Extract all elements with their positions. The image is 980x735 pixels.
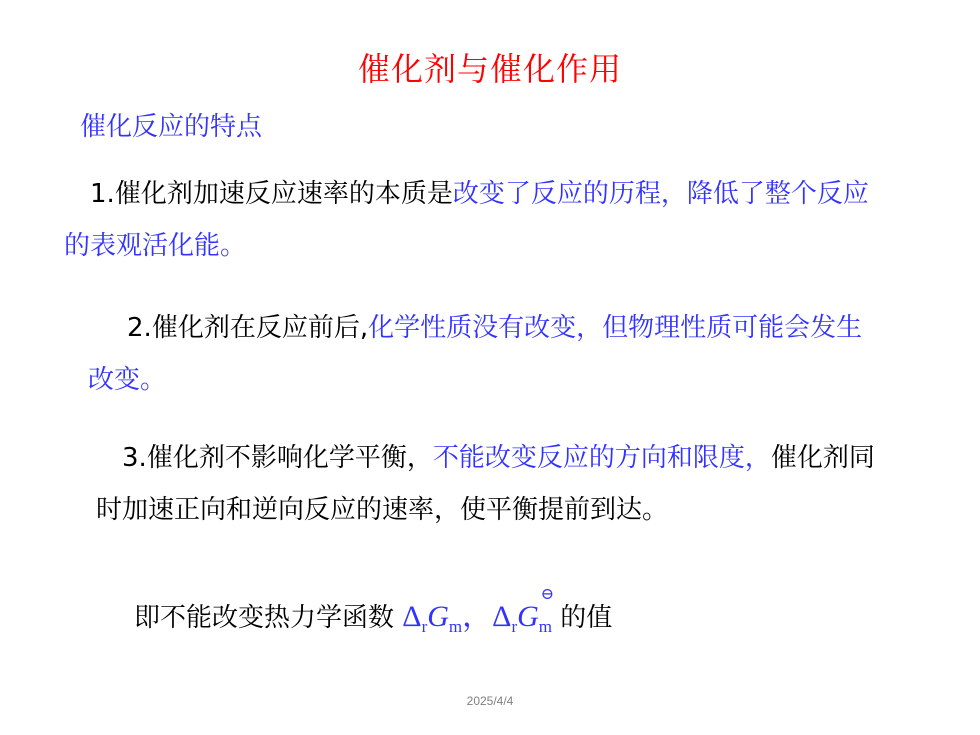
subscript-m: m [448,617,463,636]
point-3-text: 催化剂不影响化学平衡， [146,443,433,473]
section-subtitle: 催化反应的特点 [80,112,263,142]
standard-state-icon: ⊖ [540,586,555,603]
point-2 [88,302,888,406]
footer-date: 2025/4/4 [466,694,514,708]
point-3-number: 3. [122,443,147,473]
point-3-highlight: 不能改变反应的方向和限度， [432,443,771,473]
gibbs-formula [402,586,555,636]
delta-symbol-2: Δ [492,600,512,633]
point-3-text-continued: 催化剂同时加速正向和逆向反应的速率，使平衡提前到达。 [96,443,875,525]
subscript-r-2: r [511,617,518,636]
subscript-r: r [421,617,428,636]
point-2-text: 催化剂在反应前后, [151,313,369,343]
thermo-suffix: 的值 [560,603,613,633]
g-symbol-2: G [517,600,539,633]
g-symbol: G [427,600,449,633]
point-2-highlight: 化学性质没有改变，但物理性质可能会发生改变。 [88,313,863,395]
point-1 [64,168,884,272]
slide-title: 催化剂与催化作用 [357,50,622,88]
delta-symbol: Δ [402,600,422,633]
point-3 [96,432,886,536]
formula-separator: ， [462,600,493,633]
thermo-function-line [134,586,613,653]
point-1-number: 1. [90,179,115,209]
subscript-m-2: m [538,617,553,636]
point-1-highlight: 改变了反应的历程，降低了整个反应的表观活化能。 [64,179,869,261]
point-2-number: 2. [127,313,152,343]
thermo-prefix: 即不能改变热力学函数 [134,603,395,633]
point-1-text: 催化剂加速反应速率的本质是 [114,179,453,209]
